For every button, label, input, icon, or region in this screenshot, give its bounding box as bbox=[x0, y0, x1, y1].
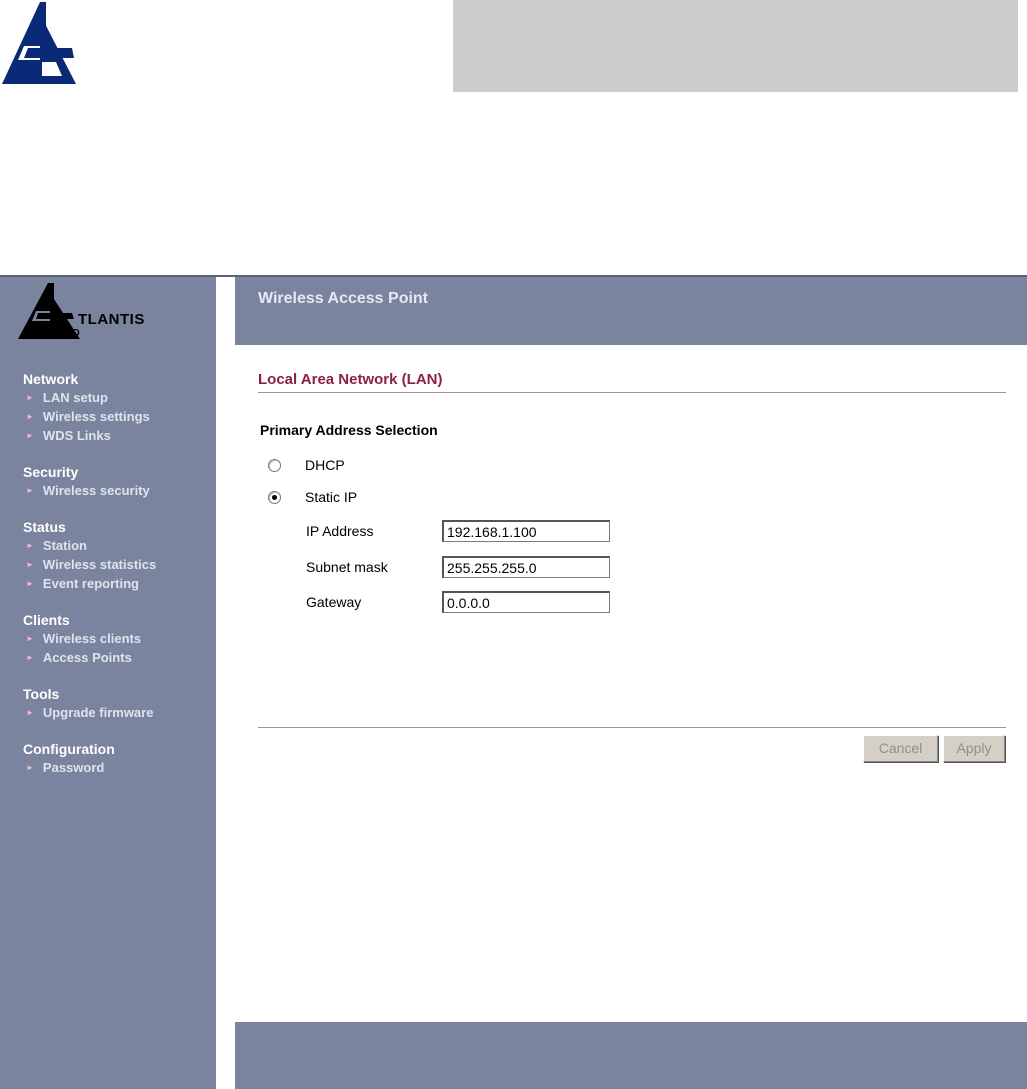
nav-heading-configuration: Configuration bbox=[23, 741, 115, 757]
sidebar-item-label: Password bbox=[42, 760, 105, 775]
sidebar-item-label: Upgrade firmware bbox=[42, 705, 154, 720]
sidebar-item-wireless-security[interactable] bbox=[23, 481, 213, 500]
page-title: Local Area Network (LAN) bbox=[258, 371, 1006, 393]
sidebar-item-label: Wireless statistics bbox=[42, 557, 157, 572]
sidebar-item-wireless-settings[interactable] bbox=[23, 407, 213, 426]
sidebar-item-wireless-statistics[interactable] bbox=[23, 555, 213, 574]
bullet-icon: ► bbox=[26, 560, 34, 569]
dhcp-option[interactable] bbox=[268, 457, 345, 473]
nav-group-clients bbox=[23, 612, 213, 667]
sidebar-item-lan-setup[interactable] bbox=[23, 388, 213, 407]
ip-address-input[interactable] bbox=[442, 520, 610, 542]
bullet-icon: ► bbox=[26, 431, 34, 440]
sidebar-item-wireless-clients[interactable] bbox=[23, 629, 213, 648]
nav-heading-clients: Clients bbox=[23, 612, 70, 628]
subnet-mask-input[interactable] bbox=[442, 556, 610, 578]
static-ip-label: Static IP bbox=[305, 489, 358, 505]
bullet-icon: ► bbox=[26, 708, 34, 717]
nav-group-configuration bbox=[23, 741, 213, 777]
bullet-icon: ► bbox=[26, 653, 34, 662]
gateway-row bbox=[306, 591, 610, 613]
nav-heading-status: Status bbox=[23, 519, 66, 535]
nav-group-security bbox=[23, 464, 213, 500]
sidebar-nav bbox=[23, 371, 213, 796]
main-content bbox=[258, 371, 1006, 756]
sidebar-item-label: Station bbox=[42, 538, 87, 553]
bullet-icon: ► bbox=[26, 486, 34, 495]
nav-group-status bbox=[23, 519, 213, 593]
top-banner bbox=[235, 277, 1027, 345]
section-title: Primary Address Selection bbox=[260, 422, 438, 438]
static-ip-option[interactable] bbox=[268, 489, 357, 505]
nav-heading-security: Security bbox=[23, 464, 79, 480]
sidebar bbox=[0, 277, 216, 1089]
sidebar-item-label: Wireless security bbox=[42, 483, 150, 498]
bullet-icon: ► bbox=[26, 634, 34, 643]
sidebar-item-label: Access Points bbox=[42, 650, 132, 665]
bullet-icon: ► bbox=[26, 393, 34, 402]
document-header-bar bbox=[453, 0, 1018, 92]
brand-sub: AND bbox=[58, 328, 80, 339]
sidebar-item-wds-links[interactable] bbox=[23, 426, 213, 445]
nav-heading-tools: Tools bbox=[23, 686, 60, 702]
brand-logo bbox=[16, 281, 176, 343]
sidebar-item-event-reporting[interactable] bbox=[23, 574, 213, 593]
web-admin-frame bbox=[0, 275, 1027, 1089]
app-title: Wireless Access Point bbox=[258, 290, 429, 307]
ip-address-row bbox=[306, 520, 610, 542]
cancel-button[interactable]: Cancel bbox=[863, 735, 938, 762]
bottom-banner bbox=[235, 1022, 1027, 1089]
sidebar-item-password[interactable] bbox=[23, 758, 213, 777]
dhcp-label: DHCP bbox=[305, 457, 345, 473]
bullet-icon: ► bbox=[26, 541, 34, 550]
sidebar-divider bbox=[216, 277, 235, 1089]
apply-button[interactable]: Apply bbox=[943, 735, 1005, 762]
subnet-mask-row bbox=[306, 556, 610, 578]
gateway-input[interactable] bbox=[442, 591, 610, 613]
static-ip-radio[interactable] bbox=[268, 491, 281, 504]
sidebar-item-access-points[interactable] bbox=[23, 648, 213, 667]
brand-name: TLANTIS bbox=[78, 311, 145, 328]
sidebar-item-station[interactable] bbox=[23, 536, 213, 555]
bullet-icon: ► bbox=[26, 763, 34, 772]
ip-address-label: IP Address bbox=[306, 523, 374, 539]
nav-group-tools bbox=[23, 686, 213, 722]
dhcp-radio[interactable] bbox=[268, 459, 281, 472]
bullet-icon: ► bbox=[26, 579, 34, 588]
sidebar-item-label: Wireless settings bbox=[42, 409, 150, 424]
gateway-label: Gateway bbox=[306, 594, 362, 610]
atlantis-logo-large bbox=[0, 0, 80, 86]
form-divider bbox=[258, 727, 1006, 728]
sidebar-item-label: WDS Links bbox=[42, 428, 111, 443]
sidebar-item-label: LAN setup bbox=[42, 390, 108, 405]
sidebar-item-label: Wireless clients bbox=[42, 631, 142, 646]
sidebar-item-label: Event reporting bbox=[42, 576, 139, 591]
sidebar-item-upgrade-firmware[interactable] bbox=[23, 703, 213, 722]
nav-group-network bbox=[23, 371, 213, 445]
subnet-mask-label: Subnet mask bbox=[306, 559, 388, 575]
bullet-icon: ► bbox=[26, 412, 34, 421]
nav-heading-network: Network bbox=[23, 371, 79, 387]
